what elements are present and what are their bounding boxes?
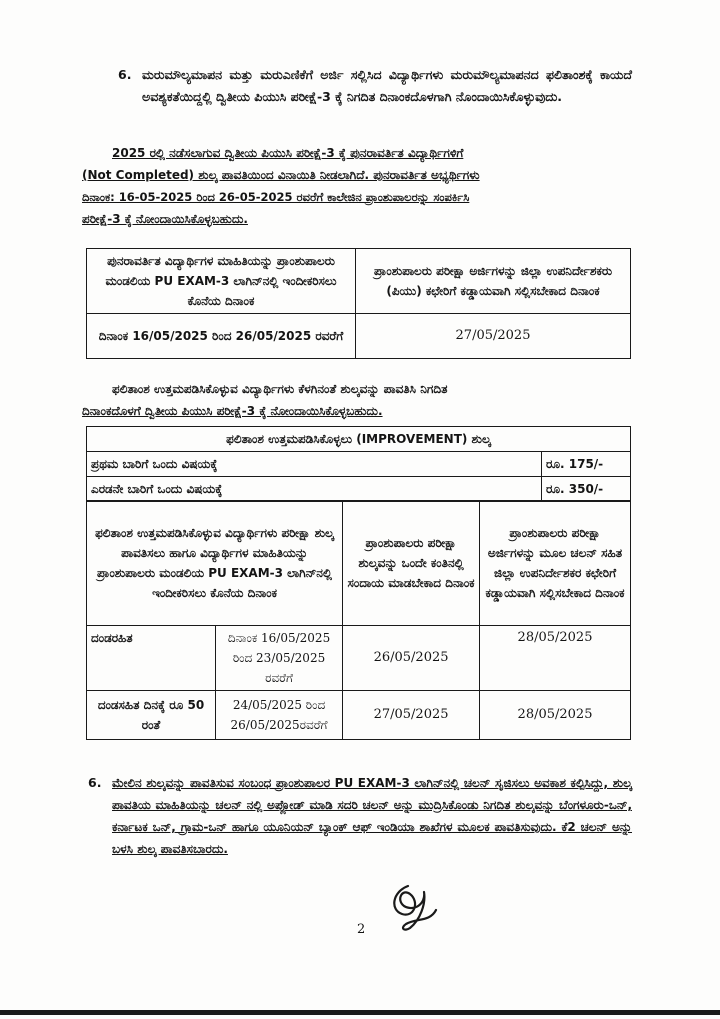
para-2025-line3: ದಿನಾಂಕ: 16-05-2025 ರಿಂದ 26-05-2025 ರವರೆಗೆ ಕಾಲೇಜಿನ ಪ್ರಾಂಶುಪಾಲರನ್ನು ಸಂಪರ್ಕಿಸಿ: [82, 190, 470, 204]
fee-row-amount: ರೂ. 175/-: [542, 452, 631, 477]
fee-row-label: ಎರಡನೇ ಬಾರಿಗೆ ಒಂದು ವಿಷಯಕ್ಕೆ: [87, 477, 542, 502]
signature: [380, 880, 450, 936]
table3-row-submit: 28/05/2025: [480, 691, 631, 740]
fee-row-label: ಪ್ರಥಮ ಬಾರಿಗೆ ಒಂದು ವಿಷಯಕ್ಕೆ: [87, 452, 542, 477]
repeater-dates-table: [86, 248, 631, 359]
para-2025-line4: ಪರೀಕ್ಷೆ-3 ಕ್ಕೆ ನೋಂದಾಯಿಸಿಕೊಳ್ಳಬಹುದು.: [82, 212, 248, 226]
para-6-text: ಮರುಮೌಲ್ಯಮಾಪನ ಮತ್ತು ಮರುಎಣಿಕೆಗೆ ಅರ್ಜಿ ಸಲ್ಲಿಸಿದ ವಿದ್ಯಾರ್ಥಿಗಳು ಮರುಮೌಲ್ಯಮಾಪನದ ಫಲಿತಾಂಶಕ್ಕೆ ಕಾಯದೆ ಅವಶ್ಯಕತೆಯಿದ್ದಲ್ಲಿ ದ್ವಿತೀಯ ಪಿಯುಸಿ ಪರೀಕ್ಷೆ-3 ಕ್ಕೆ ನಿಗದಿತ ದಿನಾಂಕದೊಳಗಾಗಿ ನೊಂದಾಯಿಸಿಕೊಳ್ಳುವುದು.: [142, 67, 632, 104]
table1-header-1: ಪುನರಾವರ್ತಿತ ವಿದ್ಯಾರ್ಥಿಗಳ ಮಾಹಿತಿಯನ್ನು ಪ್ರಾಂಶುಪಾಲರು ಮಂಡಲಿಯ PU EXAM-3 ಲಾಗಿನ್‌ನಲ್ಲಿ ಇಂದೀಕರಿಸಲು ಕೊನೆಯ ದಿನಾಂಕ: [87, 249, 356, 314]
improvement-para-line2: ದಿನಾಂಕದೊಳಗೆ ದ್ವಿತೀಯ ಪಿಯುಸಿ ಪರೀಕ್ಷೆ-3 ಕ್ಕೆ ನೋಂದಾಯಿಸಿಕೊಳ್ಳಬಹುದು.: [82, 404, 383, 418]
para-6-number: 6.: [118, 67, 132, 82]
improvement-dates-table: [86, 500, 631, 740]
fee-table-title: ಫಲಿತಾಂಶ ಉತ್ತಮಪಡಿಸಿಕೊಳ್ಳಲು (IMPROVEMENT) ಶುಲ್ಕ: [87, 427, 631, 452]
challan-para-text: ಮೇಲಿನ ಶುಲ್ಕವನ್ನು ಪಾವತಿಸುವ ಸಂಬಂಧ ಪ್ರಾಂಶುಪಾಲರ PU EXAM-3 ಲಾಗಿನ್‌ನಲ್ಲಿ ಚಲನ್ ಸೃಜಿಸಲು ಅವಕಾಶ ಕಲ್ಪಿಸಿದ್ದು, ಶುಲ್ಕ ಪಾವತಿಯ ಮಾಹಿತಿಯನ್ನು ಚಲನ್ ನಲ್ಲಿ ಅಪ್ಲೋಡ್ ಮಾಡಿ ಸದರಿ ಚಲನ್ ಅನ್ನು ಮುದ್ರಿಸಿಕೊಂಡು ನಿಗದಿತ ಶುಲ್ಕವನ್ನು ಬೆಂಗಳೂರು-ಒನ್, ಕರ್ನಾಟಕ ಒನ್, ಗ್ರಾಮ-ಒನ್ ಹಾಗೂ ಯೂನಿಯನ್ ಬ್ಯಾಂಕ್ ಆಫ್ ಇಂಡಿಯಾ ಶಾಖೆಗಳ ಮೂಲಕ ಪಾವತಿಸುವುದು. ಕೆ2 ಚಲನ್ ಅನ್ನು ಬಳಸಿ ಶುಲ್ಕ ಪಾವತಿಸಬಾರದು.: [112, 776, 632, 856]
bottom-rule: [0, 1010, 720, 1015]
table-row: [87, 452, 631, 477]
table3-row-pay: 26/05/2025: [343, 626, 480, 691]
challan-para-number: 6.: [88, 775, 102, 790]
table3-row-submit: 28/05/2025: [480, 626, 631, 691]
table3-row-pay: 27/05/2025: [343, 691, 480, 740]
table3-header-3: ಪ್ರಾಂಶುಪಾಲರು ಪರೀಕ್ಷಾ ಅರ್ಜಿಗಳನ್ನು ಮೂಲ ಚಲನ್ ಸಹಿತ ಜಿಲ್ಲಾ ಉಪನಿರ್ದೇಶಕರ ಕಛೇರಿಗೆ ಕಡ್ಡಾಯವಾಗಿ ಸಲ್ಲಿಸಬೇಕಾದ ದಿನಾಂಕ: [480, 501, 631, 626]
table1-cell-range: ದಿನಾಂಕ 16/05/2025 ರಿಂದ 26/05/2025 ರವರೆಗೆ: [87, 314, 356, 359]
table3-row-range: 24/05/2025 ರಿಂದ 26/05/2025ರವರೆಗೆ: [216, 691, 343, 740]
table3-header-1: ಫಲಿತಾಂಶ ಉತ್ತಮಪಡಿಸಿಕೊಳ್ಳುವ ವಿದ್ಯಾರ್ಥಿಗಳು ಪರೀಕ್ಷಾ ಶುಲ್ಕ ಪಾವತಿಸಲು ಹಾಗೂ ವಿದ್ಯಾರ್ಥಿಗಳ ಮಾಹಿತಿಯನ್ನು ಪ್ರಾಂಶುಪಾಲರು ಮಂಡಲಿಯ PU EXAM-3 ಲಾಗಿನ್‌ನಲ್ಲಿ ಇಂದೀಕರಿಸಲು ಕೊನೆಯ ದಿನಾಂಕ: [87, 501, 343, 626]
table3-row-type: ದಂಡಸಹಿತ ದಿನಕ್ಕೆ ರೂ 50 ರಂತೆ: [87, 691, 216, 740]
table1-header-2: ಪ್ರಾಂಶುಪಾಲರು ಪರೀಕ್ಷಾ ಅರ್ಜಿಗಳನ್ನು ಜಿಲ್ಲಾ ಉಪನಿರ್ದೇಶಕರು (ಪಿಯು) ಕಛೇರಿಗೆ ಕಡ್ಡಾಯವಾಗಿ ಸಲ್ಲಿಸಬೇಕಾದ ದಿನಾಂಕ: [356, 249, 631, 314]
table-row: [87, 477, 631, 502]
para-2025-line2: (Not Completed) ಶುಲ್ಕ ಪಾವತಿಯಿಂದ ವಿನಾಯಿತಿ ನೀಡಲಾಗಿದೆ. ಪುನರಾವರ್ತಿತ ಅಭ್ಯರ್ಥಿಗಳು: [82, 168, 480, 182]
page-number: 2: [357, 922, 366, 937]
fee-row-amount: ರೂ. 350/-: [542, 477, 631, 502]
improvement-fee-table: [86, 426, 631, 502]
table3-row-type: ದಂಡರಹಿತ: [87, 626, 216, 691]
table3-row-range: ದಿನಾಂಕ 16/05/2025 ರಿಂದ 23/05/2025 ರವರೆಗೆ: [216, 626, 343, 691]
para-2025-line1: 2025 ರಲ್ಲಿ ನಡೆಸಲಾಗುವ ದ್ವಿತೀಯ ಪಿಯುಸಿ ಪರೀಕ್ಷೆ-3 ಕ್ಕೆ ಪುನರಾವರ್ತಿತ ವಿದ್ಯಾರ್ಥಿಗಳಿಗೆ: [112, 146, 464, 160]
improvement-para-line1: ಫಲಿತಾಂಶ ಉತ್ತಮಪಡಿಸಿಕೊಳ್ಳುವ ವಿದ್ಯಾರ್ಥಿಗಳು ಕೆಳಗಿನಂತೆ ಶುಲ್ಕವನ್ನು ಪಾವತಿಸಿ ನಿಗದಿತ: [112, 382, 448, 396]
table1-cell-date: 27/05/2025: [356, 314, 631, 359]
table-row: [87, 626, 631, 691]
table-row: [87, 691, 631, 740]
table3-header-2: ಪ್ರಾಂಶುಪಾಲರು ಪರೀಕ್ಷಾ ಶುಲ್ಕವನ್ನು ಒಂದೇ ಕಂತಿನಲ್ಲಿ ಸಂದಾಯ ಮಾಡಬೇಕಾದ ದಿನಾಂಕ: [343, 501, 480, 626]
